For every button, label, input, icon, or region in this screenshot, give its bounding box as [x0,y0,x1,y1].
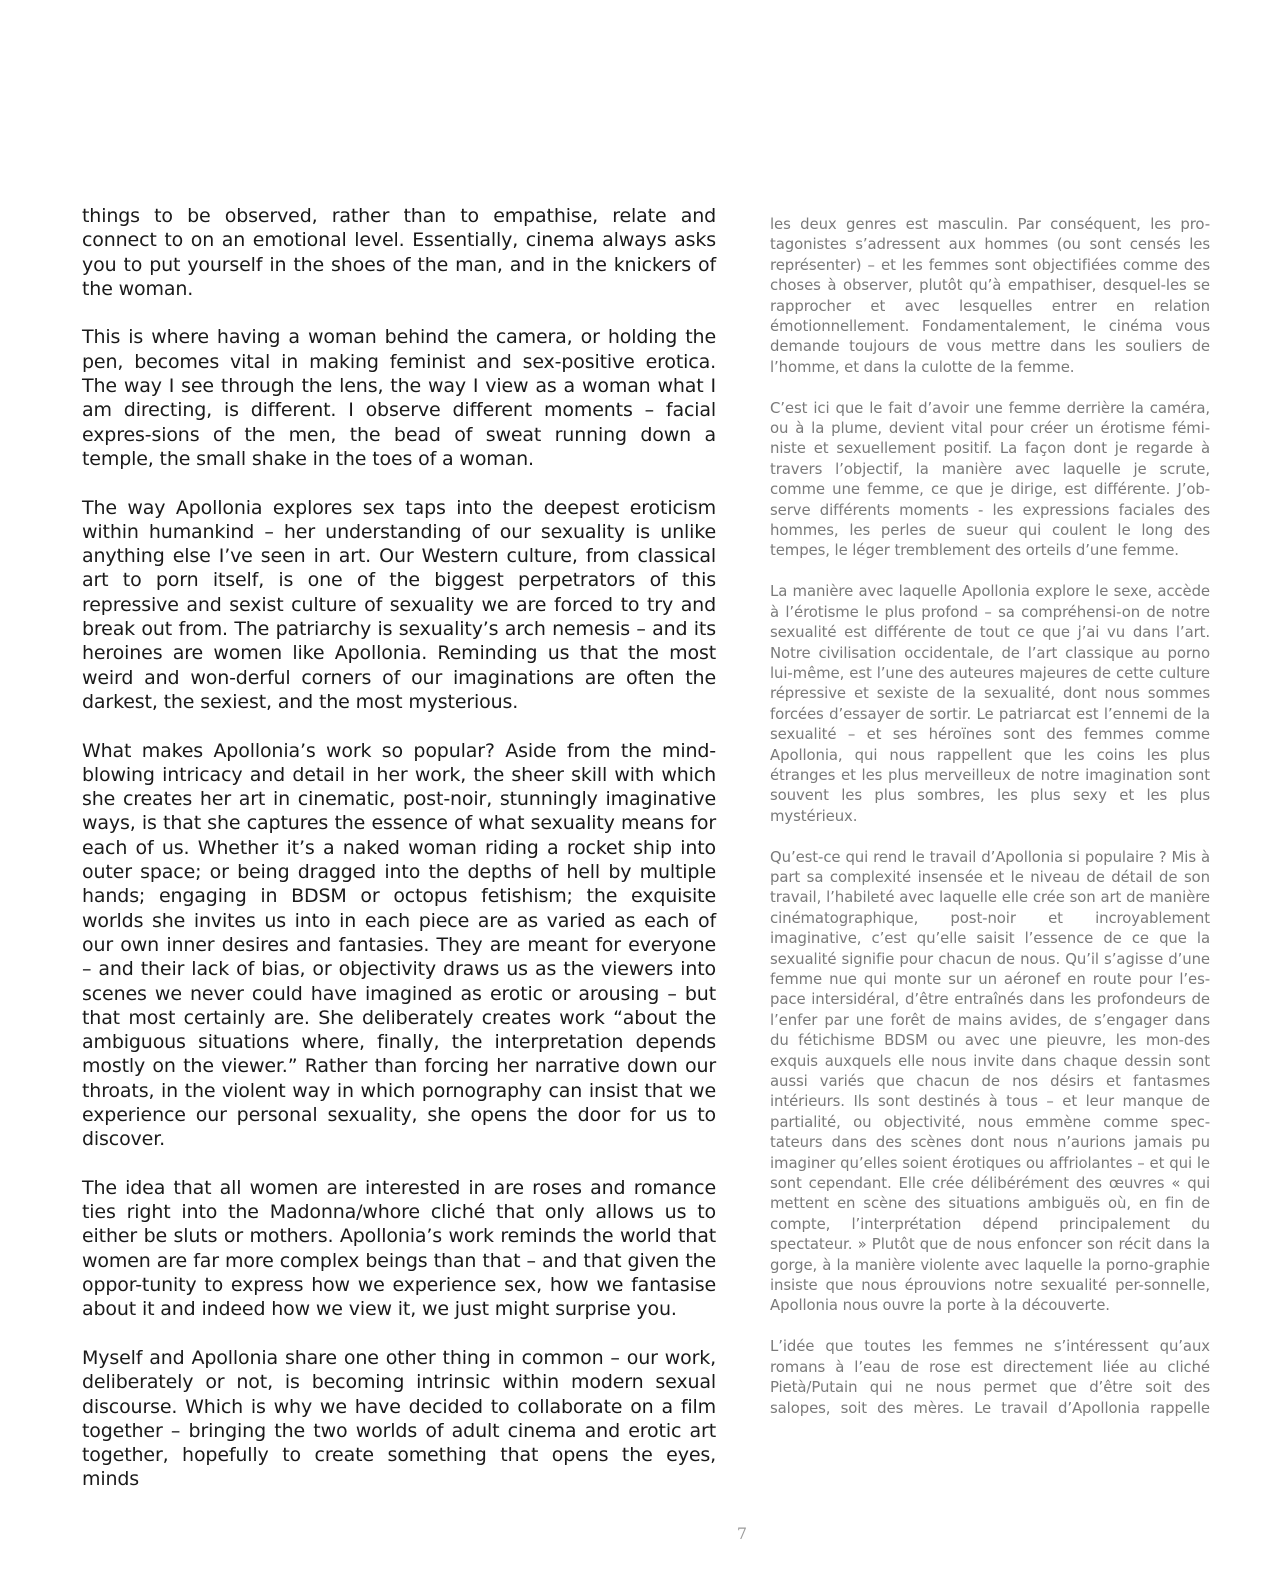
french-paragraph: La manière avec laquelle Apollonia explore le sexe, accède à l’érotisme le plus profond – sa compréhensi-on de notre sexualité est différente de tout ce que j’ai vu dans l’art. Notre civilisation occidentale, de l’art classique au porno lui-même, est l’une des auteures majeures de cette culture répressive et sexiste de la sexualité, dont nous sommes forcées d’essayer de sortir. Le patriarcat est l’ennemi de la sexualité – et ses héroïnes sont des femmes comme Apollonia, qui nous rappellent que les coins les plus étranges et les plus merveilleux de notre imagination sont souvent les plus sombres, les plus sexy et les plus mystérieux. [770,582,1210,825]
english-paragraph: What makes Apollonia’s work so popular? Aside from the mind-blowing intricacy and detail in her work, the sheer skill with which she creates her art in cinematic, post-noir, stunningly imaginative ways, is that she captures the essence of what sexuality means for each of us. Whether it’s a naked woman riding a rocket ship into outer space; or being dragged into the depths of hell by multiple hands; engaging in BDSM or octopus fetishism; the exquisite worlds she invites us into in each piece are as varied as each of our own inner desires and fantasies. They are meant for everyone – and their lack of bias, or objectivity draws us as the viewers into scenes we never could have imagined as erotic or arousing – but that most certainly are. She deliberately creates work “about the ambiguous situations where, finally, the interpretation depends mostly on the viewer.” Rather than forcing her narrative down our throats, in the violent way in which pornography can insist that we experience our personal sexuality, she opens the door for us to discover. [82,739,716,1151]
french-paragraph: L’idée que toutes les femmes ne s’intéressent qu’aux romans à l’eau de rose est directement liée au cliché Pietà/Putain qui ne nous permet que d’être soit des salopes, soit des mères. Le travail d’Apollonia rappelle [770,1337,1210,1417]
french-paragraph: les deux genres est masculin. Par conséquent, les pro-tagonistes s’adressent aux hommes (ou sont censés les représenter) – et les femmes sont objectifiées comme des choses à observer, plutôt qu’à empathiser, desquel-les se rapprocher et avec lesquelles entrer en relation émotionnellement. Fondamentalement, le cinéma vous demande toujours de vous mettre dans les souliers de l’homme, et dans la culotte de la femme. [770,215,1210,376]
english-paragraph: The way Apollonia explores sex taps into the deepest eroticism within humankind – her understanding of our sexuality is unlike anything else I’ve seen in art. Our Western culture, from classical art to porn itself, is one of the biggest perpetrators of this repressive and sexist culture of sexuality we are forced to try and break out from. The patriarchy is sexuality’s arch nemesis – and its heroines are women like Apollonia. Reminding us that the most weird and won-derful corners of our imaginations are often the darkest, the sexiest, and the most mysterious. [82,496,716,713]
page-number: 7 [736,1524,748,1543]
english-column [82,204,716,1492]
english-paragraph: things to be observed, rather than to empathise, relate and connect to on an emotional level. Essentially, cinema always asks you to put yourself in the shoes of the man, and in the knickers of the woman. [82,205,716,300]
french-paragraph: Qu’est-ce qui rend le travail d’Apollonia si populaire ? Mis à part sa complexité insensée et le niveau de détail de son travail, l’habileté avec laquelle elle crée son art de manière cinématographique, post-noir et incroyablement imaginative, c’est qu’elle saisit l’essence de ce que la sexualité signifie pour chacun de nous. Qu’il s’agisse d’une femme nue qui monte sur un aéronef en route pour l’es-pace intersidéral, d’être entraînés dans les profondeurs de l’enfer par une forêt de mains avides, de s’engager dans du fétichisme BDSM ou avec une pieuvre, les mon-des exquis auxquels elle nous invite dans chaque dessin sont aussi variés que chacun de nos désirs et fantasmes intérieurs. Ils sont destinés à tous – et leur manque de partialité, ou objectivité, nous emmène comme spec-tateurs dans des scènes dont nous n’aurions jamais pu imaginer qu’elles soient érotiques ou affriolantes – et qui le sont cependant. Elle crée délibérément des œuvres « qui mettent en scène des situations ambiguës où, en fin de compte, l’interprétation dépend principalement du spectateur. » Plutôt que de nous enfoncer son récit dans la gorge, à la manière violente avec laquelle la porno-graphie insiste que nous éprouvions notre sexualité per-sonnelle, Apollonia nous ouvre la porte à la découverte. [770,847,1210,1315]
english-paragraph: The idea that all women are interested in are roses and romance ties right into the Madonna/whore cliché that only allows us to either be sluts or mothers. Apollonia’s work reminds the world that women are far more complex beings than that – and that given the oppor-tunity to express how we experience sex, how we fantasise about it and indeed how we view it, we just might surprise you. [82,1176,716,1321]
french-column [770,214,1210,1418]
english-paragraph: Myself and Apollonia share one other thing in common – our work, deliberately or not, is becoming intrinsic within modern sexual discourse. Which is why we have decided to collaborate on a film together – bringing the two worlds of adult cinema and erotic art together, hopefully to create something that opens the eyes, minds [82,1346,716,1491]
english-paragraph: This is where having a woman behind the camera, or holding the pen, becomes vital in making feminist and sex-positive erotica. The way I see through the lens, the way I view as a woman what I am directing, is different. I observe different moments – facial expres-sions of the men, the bead of sweat running down a temple, the small shake in the toes of a woman. [82,326,716,470]
french-paragraph: C’est ici que le fait d’avoir une femme derrière la caméra, ou à la plume, devient vital pour créer un érotisme fémi-niste et sexuellement positif. La façon dont je regarde à travers l’objectif, la manière avec laquelle je scrute, comme une femme, ce que je dirige, est différente. J’ob-serve différents moments - les expressions faciales des hommes, les perles de sueur qui coulent le long des tempes, le léger tremblement des orteils d’une femme. [770,398,1210,560]
